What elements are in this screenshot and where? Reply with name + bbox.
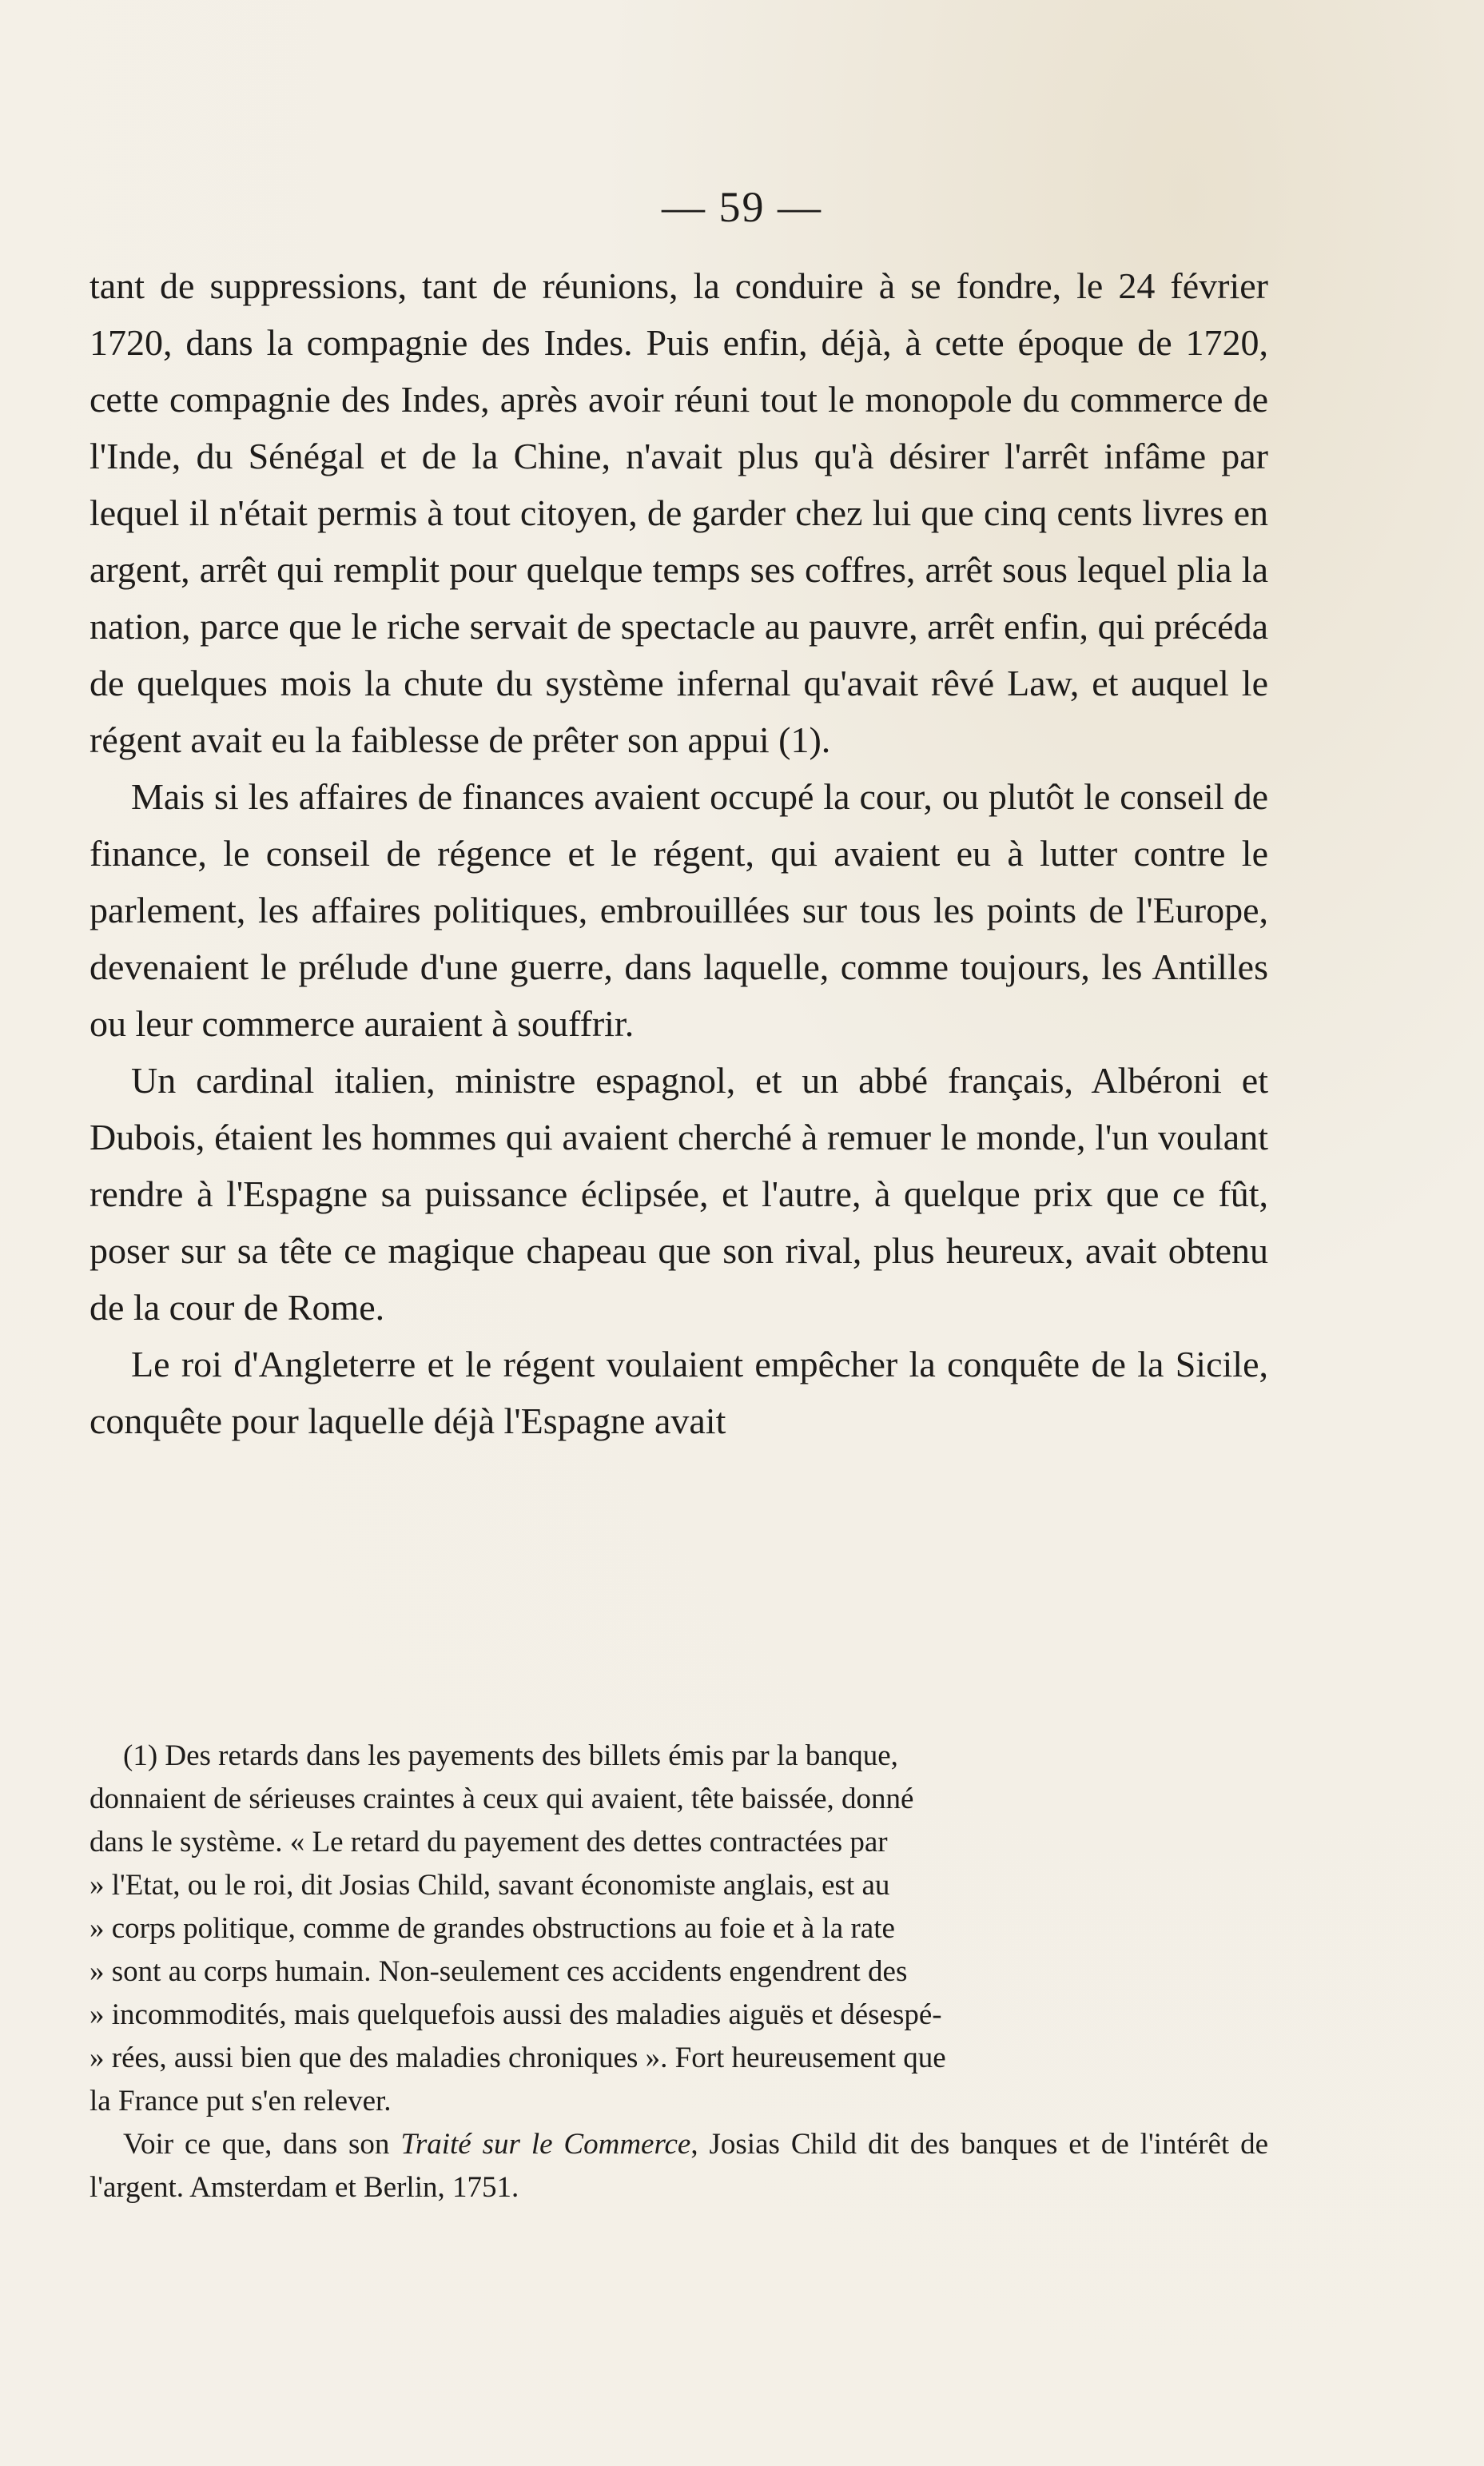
footnote-line: donnaient de sérieuses craintes à ceux qui avaient, tête baissée, donné [90,1783,914,1815]
reference-book-title: Traité sur le Commerce [400,2128,691,2161]
footnote-line: » sont au corps humain. Non-seulement ces accidents engendrent des [90,1955,908,1988]
reference-text-before: Voir ce que, dans son [123,2128,401,2161]
footnote-line: la France put s'en relever. [90,2085,392,2117]
reference-text-after: , Josias Child dit des banques et de l'intérêt de l'argent. Amsterdam et Berlin, 1751. [90,2128,1268,2204]
footnote [90,1735,1268,2209]
footnote-line: » rées, aussi bien que des maladies chroniques ». Fort heureusement que [90,2042,946,2074]
footnote-line: dans le système. « Le retard du payement des dettes contractées par [90,1826,888,1858]
page-number: — 59 — [662,183,822,231]
paragraph-4: Le roi d'Angleterre et le régent voulaient empêcher la conquête de la Sicile, conquête pour laquelle déjà l'Espagne avait [90,1344,1268,1441]
paragraph-2: Mais si les affaires de finances avaient occupé la cour, ou plutôt le conseil de finance, le conseil de régence et le régent, qui avaient eu à lutter contre le parlement, les affaires politiques, embrouillées sur tous les points de l'Europe, devenaient le prélude d'une guerre, dans laquelle, comme toujours, les Antilles ou leur commerce auraient à souffrir. [90,776,1268,1044]
paragraph-1: tant de suppressions, tant de réunions, la conduire à se fondre, le 24 février 1720, dans la compagnie des Indes. Puis enfin, déjà, à cette époque de 1720, cette compagnie des Indes, après avoir réuni tout le monopole du commerce de l'Inde, du Sénégal et de la Chine, n'avait plus qu'à désirer l'arrêt infâme par lequel il n'était permis à tout citoyen, de garder chez lui que cinq cents livres en argent, arrêt qui remplit pour quelque temps ses coffres, arrêt sous lequel plia la nation, parce que le riche servait de spectacle au pauvre, arrêt enfin, qui précéda de quelques mois la chute du système infernal qu'avait rêvé Law, et auquel le régent avait eu la faiblesse de prêter son appui (1). [90,265,1268,760]
paragraph-3: Un cardinal italien, ministre espagnol, et un abbé français, Albéroni et Dubois, étaient les hommes qui avaient cherché à remuer le monde, l'un voulant rendre à l'Espagne sa puissance éclipsée, et l'autre, à quelque prix que ce fût, poser sur sa tête ce magique chapeau que son rival, plus heureux, avait obtenu de la cour de Rome. [90,1060,1268,1328]
footnote-line: » incommodités, mais quelquefois aussi des maladies aiguës et désespé- [90,1998,942,2031]
footnote-line: » l'Etat, ou le roi, dit Josias Child, savant économiste anglais, est au [90,1869,890,1902]
footnote-reference [90,2123,1268,2209]
footnote-line: (1) Des retards dans les payements des billets émis par la banque, [123,1739,898,1772]
footnote-line: » corps politique, comme de grandes obstructions au foie et à la rate [90,1912,895,1945]
footnote-text [90,1735,1268,2123]
main-text [90,257,1268,1449]
